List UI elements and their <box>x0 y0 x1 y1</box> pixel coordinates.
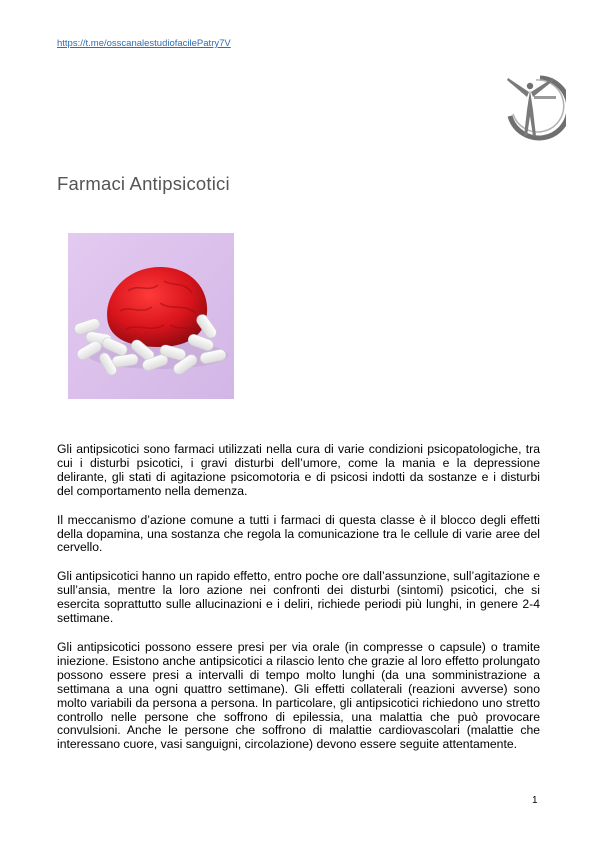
body-text <box>57 443 540 767</box>
paragraph: Il meccanismo d’azione comune a tutti i farmaci di questa classe è il blocco degli effetti della dopamina, una sostanza che regola la comunicazione tra le cellule di varie aree del cervello. <box>57 512 540 555</box>
page-number: 1 <box>532 795 538 806</box>
paragraph: Gli antipsicotici possono essere presi per via orale (in compresse o capsule) o tramite iniezione. Esistono anche antipsicotici a rilascio lento che grazie al loro effetto prolungato possono essere presi a intervalli di tempo molto lunghi (da una somministrazione a settimana a una ogni quattro settimane). Gli effetti collaterali (reazioni avverse) sono molto variabili da persona a persona. In particolare, gli antipsicotici richiedono uno stretto controllo nelle persone che soffrono di epilessia, una malattia che può provocare convulsioni. Anche le persone che soffrono di malattie cardiovascolari (malattie che interessano cuore, vasi sanguigni, circolazione) devono essere seguite attentamente. <box>57 639 540 752</box>
paragraph: Gli antipsicotici hanno un rapido effetto, entro poche ore dall’assunzione, sull’agitazione e sull’ansia, mentre la loro azione nei confronti dei disturbi (sintomi) psicotici, che si esercita soprattutto sulle allucinazioni e i deliri, richiede periodi più lunghi, in genere 2-4 settimane. <box>57 569 540 626</box>
paragraph: Gli antipsicotici sono farmaci utilizzati nella cura di varie condizioni psicopatologiche, tra cui i disturbi psicotici, i gravi disturbi dell’umore, come la mania e la depressione delirante, gli stati di agitazione psicomotoria e di psicosi indotti da sostanze e i disturbi del comportamento nella demenza. <box>57 442 540 498</box>
header-link[interactable]: https://t.me/osscanalestudiofacilePatry7V <box>57 38 231 49</box>
page-title: Farmaci Antipsicotici <box>57 173 230 194</box>
brain-and-pills-photo <box>68 233 234 399</box>
figure-in-circle-logo <box>496 70 566 146</box>
